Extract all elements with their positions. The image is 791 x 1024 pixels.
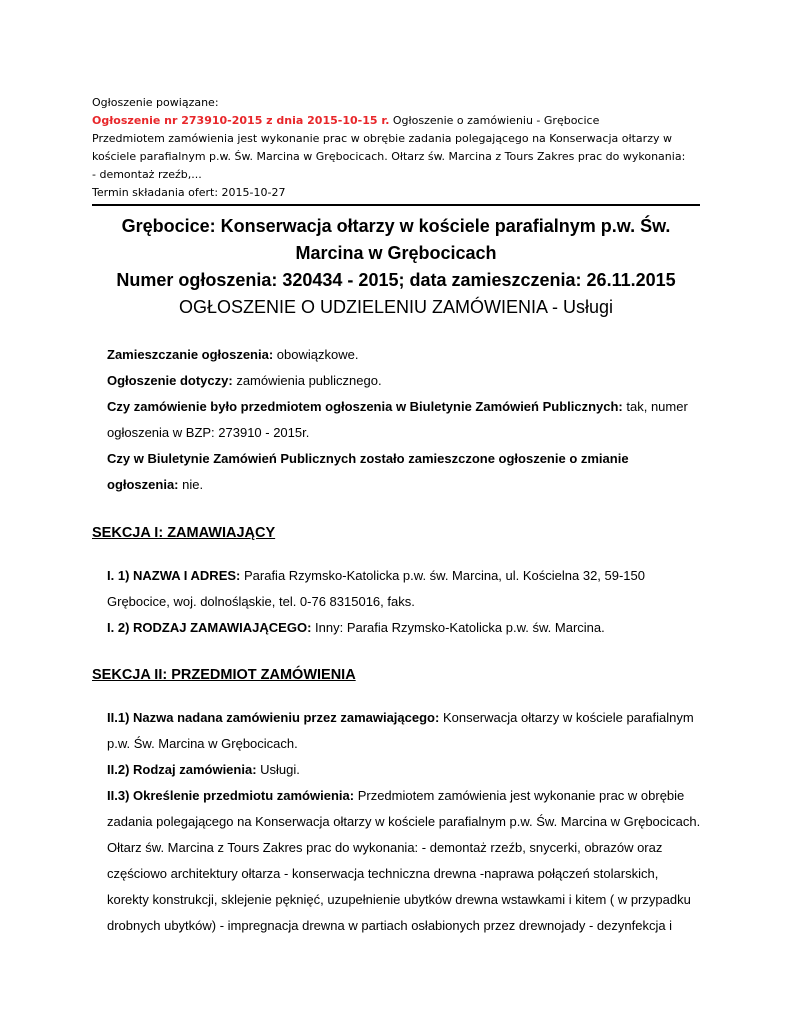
s2-line-6: Ołtarz św. Marcina z Tours Zakres prac do wykonania: - demontaż rzeźb, snycerki, obrazów oraz: [107, 840, 663, 855]
section-1-block: [107, 563, 707, 641]
intro-value-6: nie.: [178, 477, 204, 492]
intro-label-5: Czy w Biuletynie Zamówień Publicznych zostało zamieszczone ogłoszenie o zmianie: [107, 451, 629, 466]
intro-value-2: zamówienia publicznego.: [232, 373, 382, 388]
related-deadline: Termin składania ofert: 2015-10-27: [92, 186, 286, 199]
related-link-line: [92, 112, 712, 130]
intro-label-2: Ogłoszenie dotyczy:: [107, 373, 233, 388]
page-title: [92, 213, 700, 294]
related-line-3: Przedmiotem zamówienia jest wykonanie prac w obrębie zadania polegającego na Konserwacja ołtarzy w: [92, 132, 672, 145]
related-link-after: Ogłoszenie o zamówieniu - Grębocice: [389, 114, 600, 127]
intro-value-1: obowiązkowe.: [273, 347, 359, 362]
s1-line-2: Grębocice, woj. dolnośląskie, tel. 0-76 8315016, faks.: [107, 594, 415, 609]
s1-line-1: [107, 563, 707, 589]
section-1-heading: SEKCJA I: ZAMAWIAJĄCY: [92, 525, 276, 541]
related-notice: [92, 94, 712, 202]
intro-line-6: [107, 472, 707, 498]
section-2-block: [107, 705, 707, 939]
title-line-1: Grębocice: Konserwacja ołtarzy w kościele parafialnym p.w. Św.: [121, 216, 671, 236]
s2-label-1: II.1) Nazwa nadana zamówieniu przez zamawiającego:: [107, 710, 440, 725]
s1-value-1: Parafia Rzymsko-Katolicka p.w. św. Marcina, ul. Kościelna 32, 59-150: [240, 568, 645, 583]
title-line-2: Marcina w Grębocicach: [295, 243, 497, 263]
related-heading: Ogłoszenie powiązane:: [92, 96, 219, 109]
s2-label-4: II.3) Określenie przedmiotu zamówienia:: [107, 788, 355, 803]
related-line-5: - demontaż rzeźb,...: [92, 168, 202, 181]
s1-value-3: Inny: Parafia Rzymsko-Katolicka p.w. św. Marcina.: [311, 620, 605, 635]
s2-value-3: Usługi.: [256, 762, 300, 777]
s2-value-1: Konserwacja ołtarzy w kościele parafialnym: [439, 710, 694, 725]
related-line-4: kościele parafialnym p.w. Św. Marcina w Grębocicach. Ołtarz św. Marcina z Tours Zakres prac do wykonania:: [92, 150, 686, 163]
intro-label-1: Zamieszczanie ogłoszenia:: [107, 347, 274, 362]
page-subtitle: OGŁOSZENIE O UDZIELENIU ZAMÓWIENIA - Usługi: [178, 297, 614, 317]
intro-label-6: ogłoszenia:: [107, 477, 179, 492]
s2-line-7: częściowo architektury ołtarza - konserwacja techniczna drewna -naprawa połączeń stolarskich,: [107, 866, 659, 881]
intro-line-4: ogłoszenia w BZP: 273910 - 2015r.: [107, 425, 310, 440]
s1-label-3: I. 2) RODZAJ ZAMAWIAJĄCEGO:: [107, 620, 312, 635]
horizontal-rule: [92, 204, 700, 206]
s2-line-1: [107, 705, 707, 731]
s1-label-1: I. 1) NAZWA I ADRES:: [107, 568, 241, 583]
intro-line-5: [107, 446, 707, 472]
related-notice-link[interactable]: Ogłoszenie nr 273910-2015 z dnia 2015-10-15 r.: [92, 114, 390, 127]
intro-line-2: [107, 368, 707, 394]
s2-line-8: korekty konstrukcji, sklejenie pęknięć, uzupełnienie ubytków drewna wstawkami i kitem ( w przypadku: [107, 892, 691, 907]
intro-line-3: [107, 394, 707, 420]
s2-line-5: zadania polegającego na Konserwacja ołtarzy w kościele parafialnym p.w. Św. Marcina w Grębocicach.: [107, 814, 701, 829]
s2-line-2: p.w. Św. Marcina w Grębocicach.: [107, 736, 298, 751]
s1-line-3: [107, 615, 707, 641]
s2-line-4: [107, 783, 707, 809]
s2-line-3: [107, 757, 707, 783]
section-2-heading: SEKCJA II: PRZEDMIOT ZAMÓWIENIA: [92, 667, 356, 683]
intro-block: [107, 342, 707, 498]
s2-label-3: II.2) Rodzaj zamówienia:: [107, 762, 257, 777]
s2-line-9: drobnych ubytków) - impregnacja drewna w partiach osłabionych przez drewnojady - dezynfekcja i: [107, 918, 673, 933]
intro-label-3: Czy zamówienie było przedmiotem ogłoszenia w Biuletynie Zamówień Publicznych:: [107, 399, 623, 414]
s2-value-4: Przedmiotem zamówienia jest wykonanie prac w obrębie: [354, 788, 685, 803]
intro-line-1: [107, 342, 707, 368]
title-line-3: Numer ogłoszenia: 320434 - 2015; data zamieszczenia: 26.11.2015: [116, 270, 676, 290]
intro-value-3: tak, numer: [622, 399, 688, 414]
